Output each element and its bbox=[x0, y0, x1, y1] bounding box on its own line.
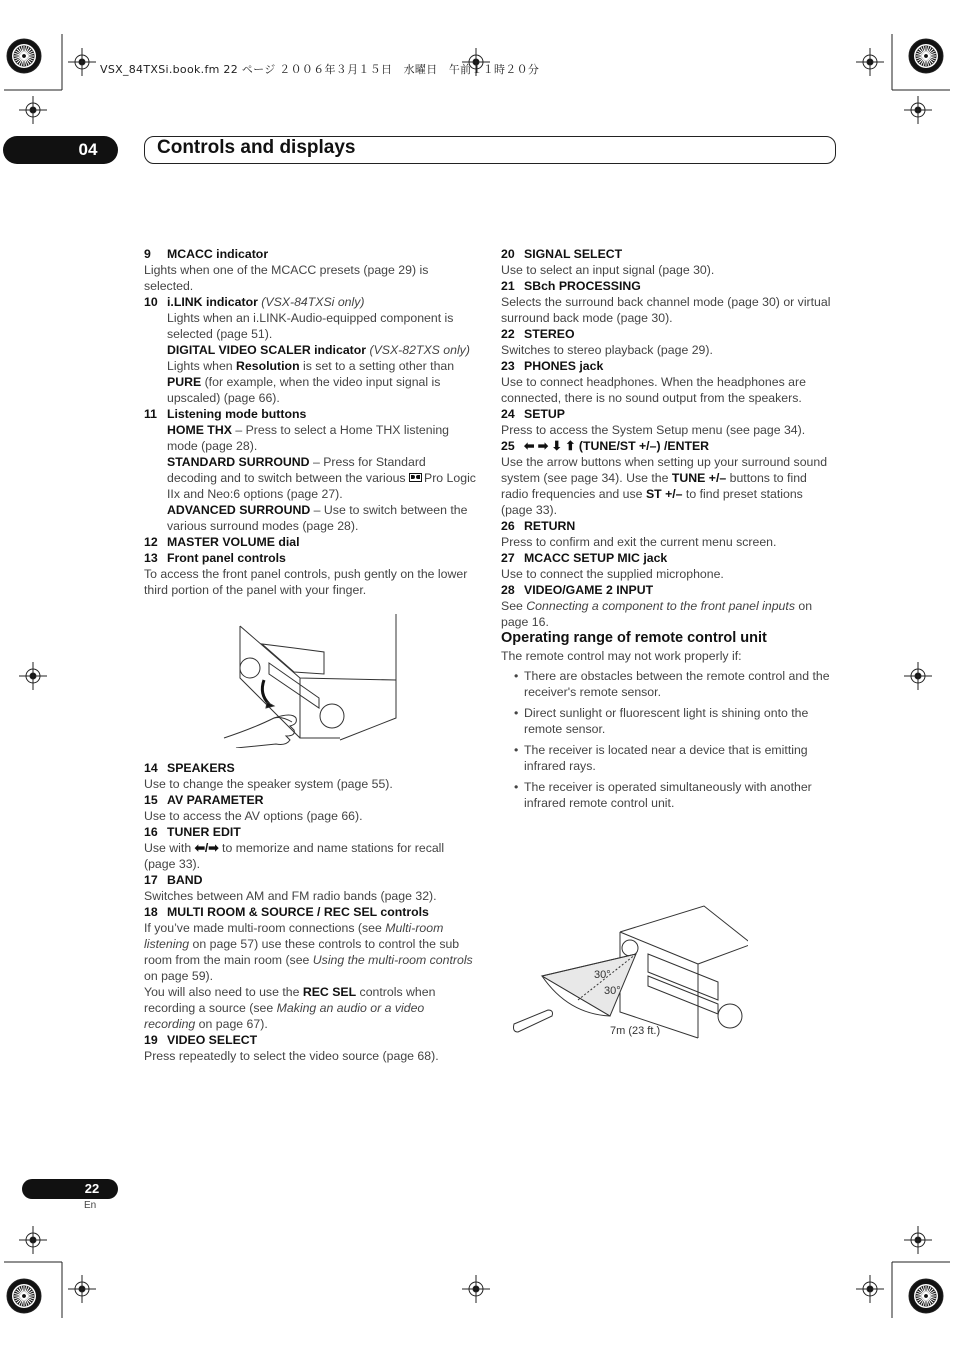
file-info-line: VSX_84TXSi.book.fm 22 ページ ２００６年３月１５日 水曜日 午前１１時２０分 bbox=[100, 63, 540, 76]
item-heading: 17 BAND bbox=[144, 873, 203, 887]
registration-sunburst-icon bbox=[909, 1279, 943, 1313]
page-number: 22 bbox=[84, 1181, 100, 1196]
item-heading: 11 Listening mode buttons bbox=[144, 407, 307, 421]
item-description: Lights when one of the MCACC presets (page 29) is selected. bbox=[144, 263, 429, 293]
crosshair-icon bbox=[462, 1275, 490, 1303]
arrow-keys-icon: ⬅ ➡ ⬇ ⬆ bbox=[524, 439, 576, 453]
item-description: Use the arrow buttons when setting up your surround sound system (see page 34). Use the TUNE +/– buttons to find radio frequencies and use ST +/– to find preset stations (page 33). bbox=[501, 455, 828, 517]
item-heading: 28 VIDEO/GAME 2 INPUT bbox=[501, 583, 654, 597]
item-description: Use with ⬅/➡ to memorize and name stations for recall (page 33). bbox=[144, 841, 445, 871]
list-item: • The receiver is located near a device that is emitting infrared rays. bbox=[524, 742, 835, 774]
item-description: Selects the surround back channel mode (page 30) or virtual surround back mode (page 30). bbox=[501, 295, 831, 325]
item-heading: 22 STEREO bbox=[501, 327, 575, 341]
item-heading: 20 SIGNAL SELECT bbox=[501, 247, 623, 261]
front-panel-illustration bbox=[144, 608, 478, 748]
item-description: To access the front panel controls, push gently on the lower third portion of the panel with your finger. bbox=[144, 567, 468, 597]
item-description: Use to access the AV options (page 66). bbox=[144, 809, 363, 823]
registration-sunburst-icon bbox=[7, 39, 41, 73]
item-heading: 13 Front panel controls bbox=[144, 551, 286, 565]
registration-sunburst-icon bbox=[7, 1279, 41, 1313]
item-heading: 12 MASTER VOLUME dial bbox=[144, 535, 300, 549]
item-description: Use to connect headphones. When the headphones are connected, there is no sound output from the speakers. bbox=[501, 375, 806, 405]
list-item: • There are obstacles between the remote control and the receiver's remote sensor. bbox=[524, 668, 835, 700]
distance-label: 7m (23 ft.) bbox=[610, 1025, 661, 1037]
crosshair-icon bbox=[68, 48, 96, 76]
condition-list bbox=[501, 668, 835, 811]
list-item: • The receiver is operated simultaneously with another infrared remote control unit. bbox=[524, 779, 835, 811]
item-heading: 14 SPEAKERS bbox=[144, 761, 235, 775]
crosshair-icon bbox=[19, 1226, 47, 1254]
crosshair-icon bbox=[856, 1275, 884, 1303]
crosshair-icon bbox=[904, 1226, 932, 1254]
language-label: En bbox=[84, 1200, 97, 1211]
item-heading: 19 VIDEO SELECT bbox=[144, 1033, 258, 1047]
remote-range-illustration bbox=[508, 904, 748, 1044]
item-heading: 21 SBch PROCESSING bbox=[501, 279, 641, 293]
item-heading: 9 MCACC indicator bbox=[144, 247, 269, 261]
item-description: Use to select an input signal (page 30). bbox=[501, 263, 715, 277]
dolby-logo-icon bbox=[409, 473, 422, 482]
list-item: • Direct sunlight or fluorescent light is shining onto the remote sensor. bbox=[524, 705, 835, 737]
item-heading: 15 AV PARAMETER bbox=[144, 793, 264, 807]
sub-item: ADVANCED SURROUND – Use to switch between the various surround modes (page 28). bbox=[167, 503, 468, 533]
item-heading: 26 RETURN bbox=[501, 519, 576, 533]
registration-sunburst-icon bbox=[909, 39, 943, 73]
item-heading: 16 TUNER EDIT bbox=[144, 825, 241, 839]
sub-item: STANDARD SURROUND – Press for Standard decoding and to switch between the various Pro Logic IIx and Neo:6 options (page 27). bbox=[167, 455, 476, 501]
crosshair-icon bbox=[19, 662, 47, 690]
section-heading: Operating range of remote control unit bbox=[501, 630, 767, 646]
crosshair-icon bbox=[68, 1275, 96, 1303]
item-description: Press to confirm and exit the current menu screen. bbox=[501, 535, 777, 549]
item-heading: 24 SETUP bbox=[501, 407, 565, 421]
crosshair-icon bbox=[856, 48, 884, 76]
page-title: Controls and displays bbox=[157, 137, 356, 158]
item-description: You will also need to use the REC SEL controls when recording a source (see Making an audio or a video recording on page 67). bbox=[144, 985, 436, 1031]
item-description: Switches to stereo playback (page 29). bbox=[501, 343, 713, 357]
item-description: Use to change the speaker system (page 55). bbox=[144, 777, 393, 791]
sub-item: HOME THX – Press to select a Home THX listening mode (page 28). bbox=[167, 423, 450, 453]
sub-item: DIGITAL VIDEO SCALER indicator (VSX-82TXS only) Lights when Resolution is set to a setting other than PURE (for example, when the video input signal is upscaled) (page 66). bbox=[167, 343, 470, 405]
item-heading: 23 PHONES jack bbox=[501, 359, 604, 373]
crosshair-icon bbox=[19, 96, 47, 124]
item-description: Lights when an i.LINK-Audio-equipped component is selected (page 51). bbox=[167, 311, 454, 341]
section-intro: The remote control may not work properly if: bbox=[501, 649, 742, 663]
angle-label-lower: 30° bbox=[604, 985, 621, 997]
angle-label-upper: 30° bbox=[594, 969, 611, 981]
item-description: Switches between AM and FM radio bands (page 32). bbox=[144, 889, 437, 903]
item-description: Press repeatedly to select the video source (page 68). bbox=[144, 1049, 439, 1063]
arrow-left-right-icon: ⬅/➡ bbox=[194, 841, 219, 855]
crosshair-icon bbox=[904, 96, 932, 124]
item-heading: 10 i.LINK indicator (VSX-84TXSi only) bbox=[144, 295, 365, 309]
item-description: If you’ve made multi-room connections (see Multi-room listening on page 57) use these controls to control the sub room from the main room (see Using the multi-room controls on page 59). bbox=[144, 921, 473, 983]
right-column bbox=[501, 246, 835, 816]
item-description: Press to access the System Setup menu (see page 34). bbox=[501, 423, 806, 437]
left-column bbox=[144, 246, 478, 1064]
item-description: See Connecting a component to the front panel inputs on page 16. bbox=[501, 599, 813, 629]
chapter-number: 04 bbox=[78, 140, 98, 159]
crosshair-icon bbox=[904, 662, 932, 690]
item-heading: 25 ⬅ ➡ ⬇ ⬆ (TUNE/ST +/–) /ENTER bbox=[501, 439, 710, 453]
item-heading: 27 MCACC SETUP MIC jack bbox=[501, 551, 668, 565]
item-heading: 18 MULTI ROOM & SOURCE / REC SEL controls bbox=[144, 905, 429, 919]
item-description: Use to connect the supplied microphone. bbox=[501, 567, 724, 581]
